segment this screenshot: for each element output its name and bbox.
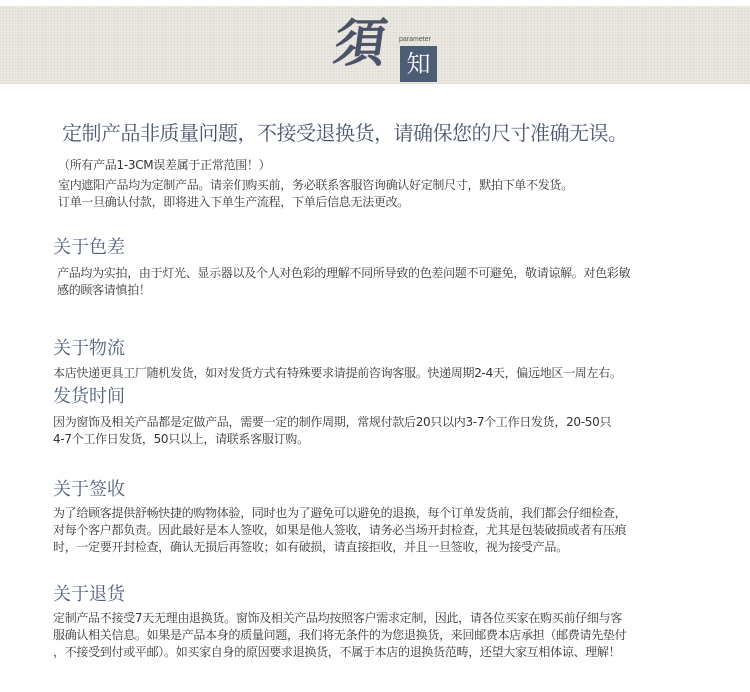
section-text: 定制产品不接受7天无理由退换货。窗饰及相关产品均按照客户需求定制，因此，请各位买家在购买前仔细与客 [53, 611, 622, 625]
section-text: 服确认相关信息。如果是产品本身的质量问题，我们将无条件的为您退换货，来回邮费本店承担（邮费请先垫付 [53, 628, 627, 642]
section-text: 对每个客户都负责。因此最好是本人签收，如果是他人签收，请务必当场开封检查，尤其是包装破损或者有压痕 [53, 523, 627, 537]
banner-title-box: 知 [400, 46, 437, 82]
section-text: ，不接受到付或平邮）。如买家自身的原因要求退换货，不属于本店的退换货范畴，还望大家互相体谅、理解！ [53, 645, 621, 659]
section-title-receipt: 关于签收 [53, 479, 125, 500]
section-text: 本店快递更具工厂随机发货，如对发货方式有特殊要求请提前咨询客服。快递周期2-4天，偏远地区一周左右。 [53, 366, 622, 380]
section-title-returns: 关于退货 [53, 584, 125, 605]
section-text: 因为窗饰及相关产品都是定做产品，需要一定的制作周期，常规付款后20只以内3-7个工作日发货，20-50只 [53, 415, 612, 429]
intro-line: 订单一旦确认付款，即将进入下单生产流程，下单后信息无法更改。 [58, 195, 410, 209]
intro-note: （所有产品1-3CM误差属于正常范围！） [58, 158, 271, 172]
section-text: 时，一定要开封检查，确认无损后再签收；如有破损，请直接拒收，并且一旦签收，视为接受产品。 [53, 540, 568, 554]
section-title-logistics: 关于物流 [53, 338, 125, 359]
section-text: 感的顾客请慎拍！ [57, 283, 151, 297]
section-text: 4-7个工作日发货，50只以上，请联系客服订购。 [53, 432, 309, 446]
intro-line: 室内遮阳产品均为定制产品。请亲们购买前，务必联系客服咨询确认好定制尺寸，默拍下单不发货。 [58, 178, 573, 192]
banner-subtitle: parameter [399, 36, 431, 43]
section-text: 为了给顾客提供舒畅快捷的购物体验，同时也为了避免可以避免的退换，每个订单发货前，我们都会仔细检查， [53, 506, 627, 520]
headline: 定制产品非质量问题，不接受退换货，请确保您的尺寸准确无误。 [62, 121, 628, 145]
section-text: 产品均为实拍，由于灯光、显示器以及个人对色彩的理解不同所导致的色差问题不可避免，敬请谅解。对色彩敏 [57, 266, 631, 280]
banner-title-char: 須 [329, 13, 391, 74]
section-title-color: 关于色差 [53, 237, 125, 258]
section-title-shipping-time: 发货时间 [53, 386, 125, 407]
